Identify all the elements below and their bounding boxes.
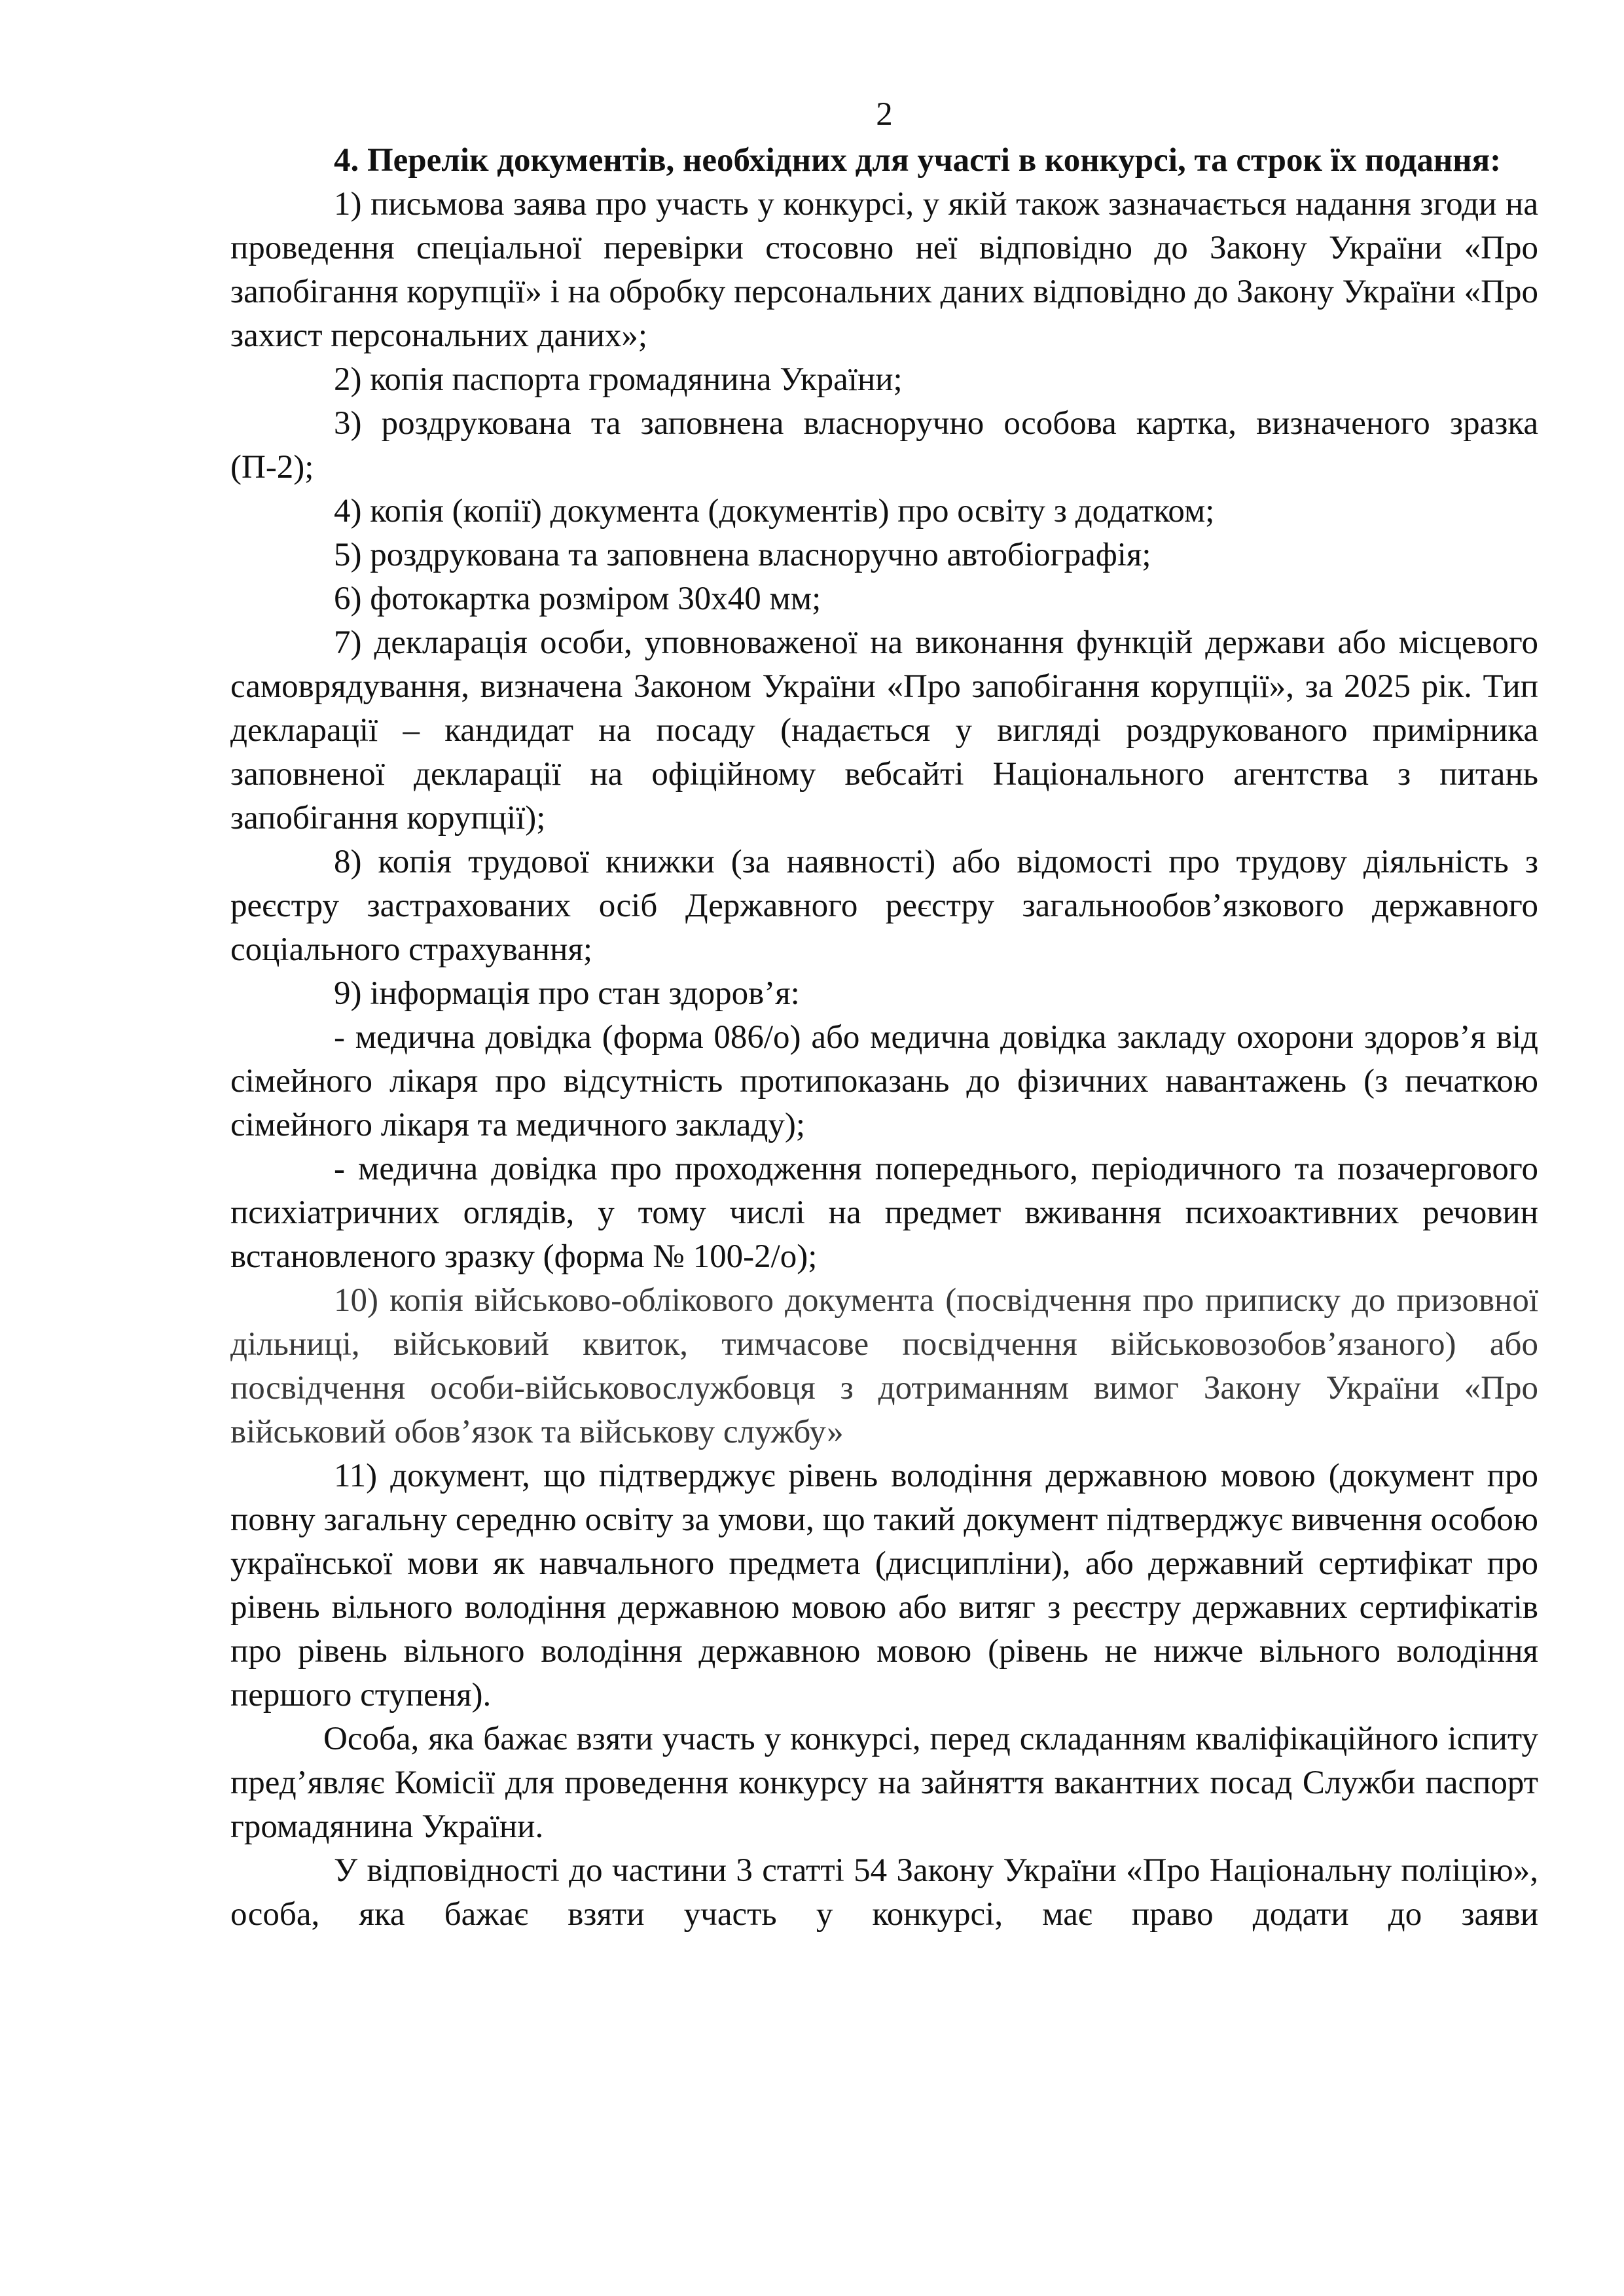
list-item-9: 9) інформація про стан здоров’я:	[334, 975, 800, 1012]
paragraph-law: У відповідності до частини 3 статті 54 Закону України «Про Національну поліцію», особа, яка бажає взяти участь у конкурсі, має право додати до заяви	[230, 1852, 1538, 1933]
list-item-3: 3) роздрукована та заповнена власноручно особова картка, визначеного зразка (П-2);	[230, 405, 1538, 486]
list-item-6: 6) фотокартка розміром 30х40 мм;	[334, 581, 821, 617]
list-item-4: 4) копія (копії) документа (документів) про освіту з додатком;	[334, 493, 1215, 529]
document-page	[230, 92, 1538, 1937]
list-item-11: 11) документ, що підтверджує рівень володіння державною мовою (документ про повну загальну середню освіту за умови, що такий документ підтверджує вивчення особою української мови як навчального предмета (дисципліни), або державний сертифікат про рівень вільного володіння державною мовою або витяг з реєстру державних сертифікатів про рівень вільного володіння державною мовою (рівень не нижче вільного володіння першого ступеня).	[230, 1458, 1538, 1713]
list-item-2: 2) копія паспорта громадянина України;	[334, 361, 903, 398]
list-item-7: 7) декларація особи, уповноваженої на виконання функцій держави або місцевого самоврядування, визначена Законом України «Про запобігання корупції», за 2025 рік. Тип декларації – кандидат на посаду (надається у вигляді роздрукованого примірника заповненої декларації на офіційному вебсайті Національного агентства з питань запобігання корупції);	[230, 624, 1538, 836]
paragraph-passport: Особа, яка бажає взяти участь у конкурсі, перед складанням кваліфікаційного іспиту пред’являє Комісії для проведення конкурсу на зайняття вакантних посад Служби паспорт громадянина України.	[230, 1721, 1538, 1845]
page-number: 2	[876, 96, 893, 133]
list-subitem-medical-certificate: - медична довідка (форма 086/о) або медична довідка закладу охорони здоров’я від сімейного лікаря про відсутність протипоказань до фізичних навантажень (з печаткою сімейного лікаря та медичного закладу);	[230, 1019, 1538, 1143]
section-heading: 4. Перелік документів, необхідних для участі в конкурсі, та строк їх подання:	[334, 142, 1502, 179]
list-item-5: 5) роздрукована та заповнена власноручно автобіографія;	[334, 537, 1151, 573]
list-subitem-psychiatric-certificate: - медична довідка про проходження попереднього, періодичного та позачергового психіатричних оглядів, у тому числі на предмет вживання психоактивних речовин встановленого зразку (форма № 100-2/о);	[230, 1151, 1538, 1275]
list-item-10: 10) копія військово-облікового документа (посвідчення про приписку до призовної дільниці, військовий квиток, тимчасове посвідчення військовозобов’язаного) або посвідчення особи-військовослужбовця з дотриманням вимог Закону України «Про військовий обов’язок та військову службу»	[230, 1282, 1538, 1450]
list-item-1: 1) письмова заява про участь у конкурсі, у якій також зазначається надання згоди на проведення спеціальної перевірки стосовно неї відповідно до Закону України «Про запобігання корупції» і на обробку персональних даних відповідно до Закону України «Про захист персональних даних»;	[230, 186, 1538, 354]
list-item-8: 8) копія трудової книжки (за наявності) або відомості про трудову діяльність з реєстру застрахованих осіб Державного реєстру загальнообов’язкового державного соціального страхування;	[230, 844, 1538, 968]
